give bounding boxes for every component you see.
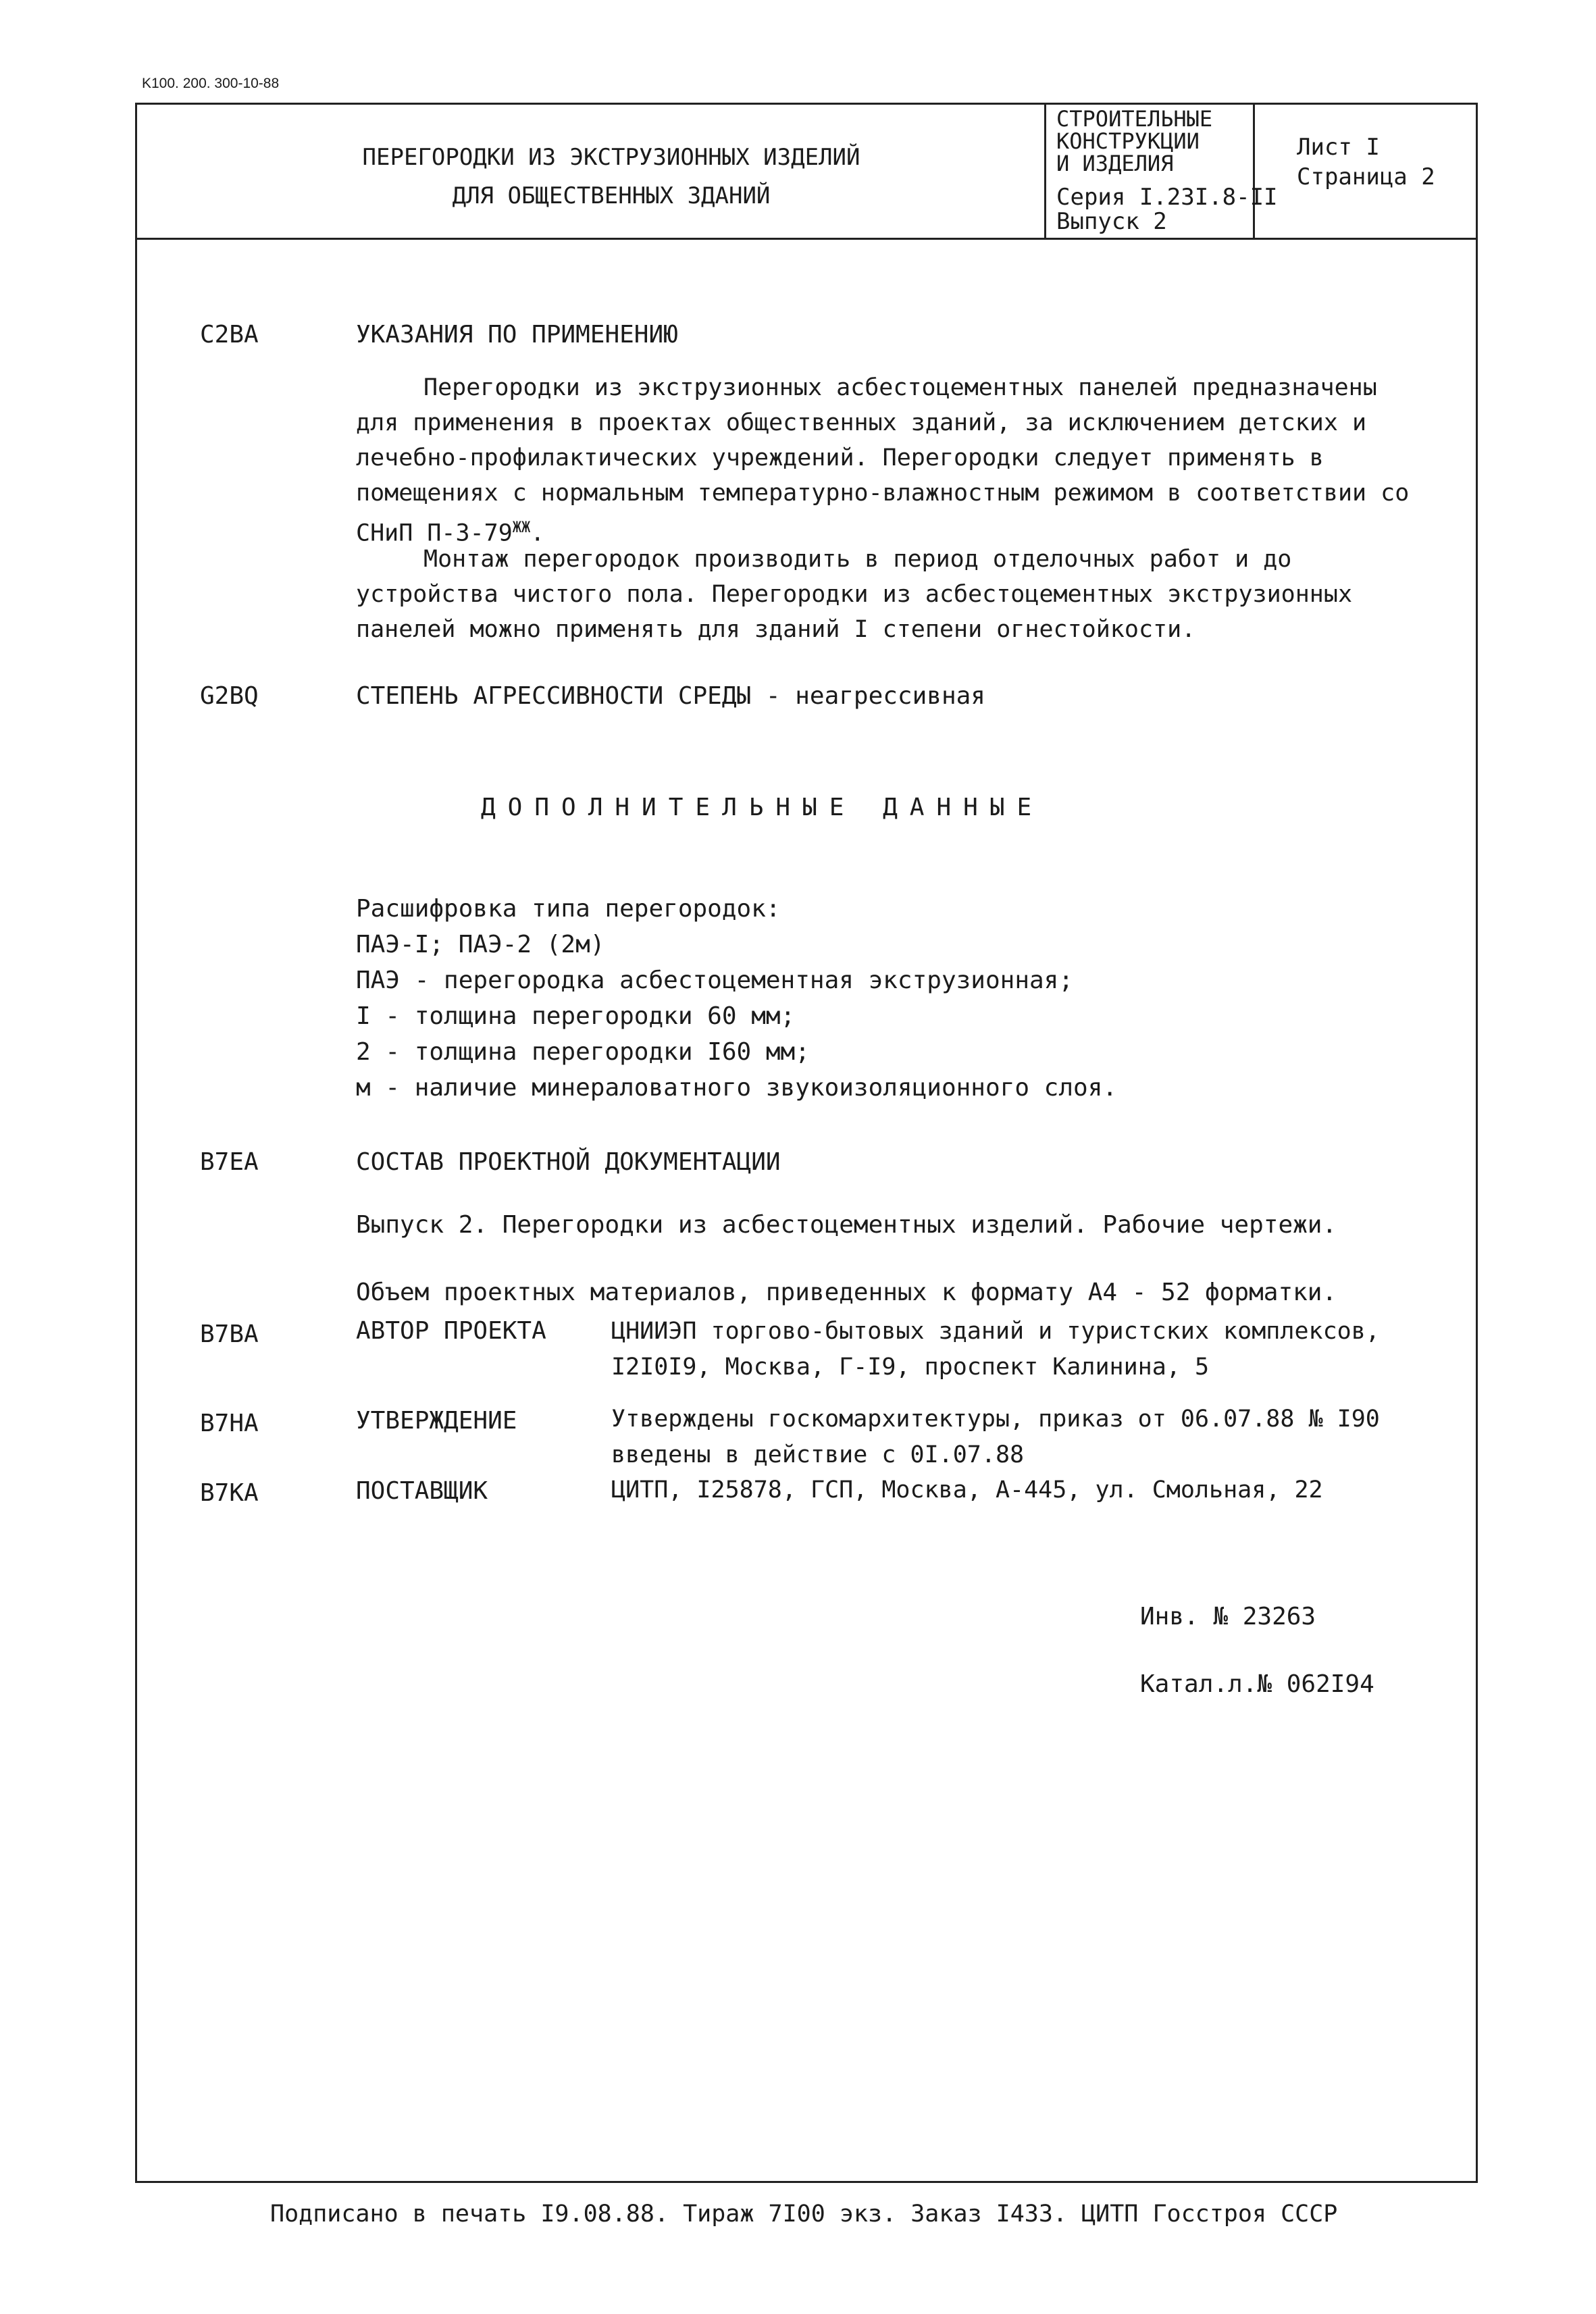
composition-issue-line: Выпуск 2. Перегородки из асбестоцементных изделий. Рабочие чертежи. xyxy=(356,1211,1337,1239)
print-footer: Подписано в печать I9.08.88. Тираж 7I00 экз. Заказ I433. ЦИТП Госстроя СССР xyxy=(270,2201,1338,2228)
header-sheet: Лист I xyxy=(1297,134,1380,161)
additional-line-3: ПАЭ - перегородка асбестоцементная экструзионная; xyxy=(356,967,1074,994)
usage-paragraph-1: Перегородки из экструзионных асбестоцементных панелей предназначены для применения в проектах общественных зданий, за исключением детских и лечебно-профилактических учреждений. Перегородки следует применять в помещениях с нормальным температурно-влажностным режимом в соответствии со СНиП $П-3-79^{ЖЖ}$. xyxy=(356,374,1410,547)
additional-line-6: м - наличие минераловатного звукоизоляционного слоя. xyxy=(356,1074,1118,1102)
section-code-aggressive: G2BQ xyxy=(200,682,259,710)
catalog-number: Катал.л.№ 062I94 xyxy=(1140,1670,1374,1698)
approval-line-2: введены в действие с 0I.07.88 xyxy=(611,1441,1025,1468)
approval-line-1: Утверждены госкомархитектуры, приказ от 06.07.88 № I90 xyxy=(611,1406,1380,1433)
header-title-line1: ПЕРЕГОРОДКИ ИЗ ЭКСТРУЗИОННЫХ ИЗДЕЛИЙ xyxy=(362,144,860,171)
header-category-line2: КОНСТРУКЦИИ xyxy=(1056,128,1200,154)
header-series: Серия I.23I.8-II xyxy=(1056,184,1278,211)
usage-paragraph-2: Монтаж перегородок производить в период отделочных работ и до устройства чистого пола. Перегородки из асбестоцементных экструзионных панелей можно применять для зданий I степени огнестойкости. xyxy=(356,546,1353,643)
additional-line-4: I - толщина перегородки 60 мм; xyxy=(356,1002,796,1030)
header-divider-right xyxy=(1253,103,1255,238)
section-code-author: B7BA xyxy=(200,1320,259,1348)
header-category-line1: СТРОИТЕЛЬНЫЕ xyxy=(1056,106,1213,132)
supplier-line-1: ЦИТП, I25878, ГСП, Москва, А-445, ул. Смольная, 22 xyxy=(611,1476,1323,1503)
header-title-line2: ДЛЯ ОБЩЕСТВЕННЫХ ЗДАНИЙ xyxy=(452,182,771,209)
additional-heading: ДОПОЛНИТЕЛЬНЫЕ ДАННЫЕ xyxy=(481,794,1044,821)
section-code-usage: C2BA xyxy=(200,321,259,349)
section-heading-composition: СОСТАВ ПРОЕКТНОЙ ДОКУМЕНТАЦИИ xyxy=(356,1148,781,1176)
inventory-number: Инв. № 23263 xyxy=(1140,1603,1316,1630)
author-label: АВТОР ПРОЕКТА xyxy=(356,1317,546,1345)
author-line-2: I2I0I9, Москва, Г-I9, проспект Калинина, 5 xyxy=(611,1354,1210,1381)
section-code-supplier: B7KA xyxy=(200,1479,259,1507)
section-heading-usage: УКАЗАНИЯ ПО ПРИМЕНЕНИЮ xyxy=(356,321,678,349)
additional-line-1: Расшифровка типа перегородок: xyxy=(356,895,781,923)
aggressive-text: СТЕПЕНЬ АГРЕССИВНОСТИ СРЕДЫ - неагрессивная xyxy=(356,682,985,710)
section-code-composition: B7EA xyxy=(200,1148,259,1176)
header-divider xyxy=(135,238,1478,240)
section-code-approval: B7HA xyxy=(200,1410,259,1437)
header-category-line3: И ИЗДЕЛИЯ xyxy=(1056,151,1174,176)
additional-line-2: ПАЭ-I; ПАЭ-2 (2м) xyxy=(356,931,605,958)
header-page: Страница 2 xyxy=(1297,163,1435,190)
composition-volume-line: Объем проектных материалов, приведенных к формату А4 - 52 форматки. xyxy=(356,1279,1337,1306)
author-line-1: ЦНИИЭП торгово-бытовых зданий и туристских комплексов, xyxy=(611,1318,1380,1345)
additional-line-5: 2 - толщина перегородки I60 мм; xyxy=(356,1038,810,1066)
approval-label: УТВЕРЖДЕНИЕ xyxy=(356,1407,517,1435)
header-issue: Выпуск 2 xyxy=(1056,208,1167,235)
document-code: K100. 200. 300-10-88 xyxy=(142,76,280,91)
supplier-label: ПОСТАВЩИК xyxy=(356,1477,488,1505)
